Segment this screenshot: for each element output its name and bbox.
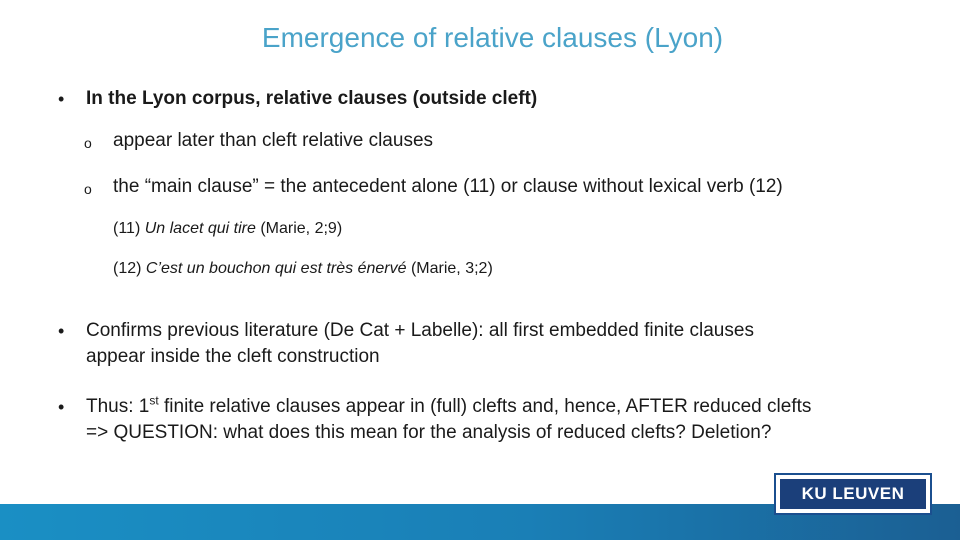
bullet-2 <box>58 318 930 378</box>
logo-text: KU LEUVEN <box>780 479 926 509</box>
bullet-line-start: Thus: 1 <box>86 396 150 417</box>
bullet-line: appear inside the cleft construction <box>86 346 380 367</box>
bullet-marker: • <box>58 397 65 417</box>
ku-leuven-logo <box>774 473 932 515</box>
example-number: (11) <box>113 220 141 237</box>
bullet-line: Confirms previous literature (De Cat + Labelle): all first embedded finite clauses <box>86 320 754 341</box>
bullet-3 <box>58 394 930 454</box>
example-source: (Marie, 3;2) <box>410 260 493 277</box>
example-sentence: C’est un bouchon qui est très énervé <box>145 260 407 277</box>
bullet-text: In the Lyon corpus, relative clauses (outside cleft) <box>86 88 538 109</box>
example-number: (12) <box>113 260 142 277</box>
bullet-line: => QUESTION: what does this mean for the analysis of reduced clefts? Deletion? <box>86 422 772 443</box>
bullet-marker: • <box>58 89 65 109</box>
bullet-line <box>86 394 930 420</box>
bullet-text <box>86 394 930 446</box>
bullet-line-end: finite relative clauses appear in (full) clefts and, hence, AFTER reduced clefts <box>158 396 812 417</box>
sub-bullet-marker: o <box>84 135 92 151</box>
example-12 <box>113 258 493 280</box>
example-11 <box>113 218 342 240</box>
sub-bullet-marker: o <box>84 181 92 197</box>
slide-title: Emergence of relative clauses (Lyon) <box>261 22 724 53</box>
sub-bullet-text: the “main clause” = the antecedent alone (11) or clause without lexical verb (12) <box>113 176 783 197</box>
example-source: (Marie, 2;9) <box>260 220 343 237</box>
example-sentence: Un lacet qui tire <box>144 220 256 237</box>
sub-bullet-text: appear later than cleft relative clauses <box>113 130 434 151</box>
ordinal-suffix: st <box>149 393 159 408</box>
bullet-marker: • <box>58 321 65 341</box>
bullet-text <box>86 318 930 370</box>
